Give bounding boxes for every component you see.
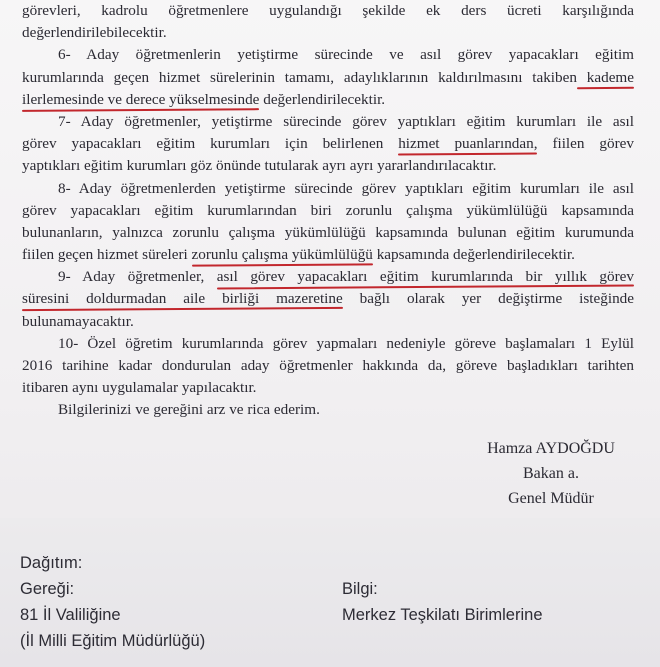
distribution-bilgi-column	[342, 576, 543, 628]
paragraph-9-line-1: 9- Aday öğretmenler, asıl görev yapacakları eğitim kurumlarında bir yıllık görev	[58, 268, 634, 286]
paragraph-6-line-3: ilerlemesinde ve derece yükselmesinde değerlendirilecektir.	[22, 90, 386, 108]
underline-hizmet-puani: hizmet puanlarından,	[398, 135, 538, 153]
distribution-section	[0, 518, 660, 667]
underline-zorunlu-calisma: zorunlu çalışma yükümlülüğü	[191, 246, 373, 264]
underline-derece: ilerlemesinde ve derece yükselmesinde	[22, 90, 260, 108]
gereg-label: Gereği:	[20, 580, 75, 598]
signer-name: Hamza AYDOĞDU	[487, 440, 615, 457]
paragraph-10-line-3: itibaren aynı uygulamalar yapılacaktır.	[22, 379, 257, 397]
distribution-gereg-column	[20, 550, 205, 654]
bilgi-label: Bilgi:	[342, 580, 378, 598]
gereg-recipient-detail: (İl Milli Eğitim Müdürlüğü)	[20, 632, 206, 650]
paragraph-8-line-2: görev yapacakları eğitim kurumlarından biri zorunlu çalışma yükümlülüğü kapsamında	[22, 201, 634, 219]
paragraph-7-line-2: görev yapacakları eğitim kurumları için belirlenen hizmet puanlarından, fiilen görev	[22, 135, 634, 153]
paragraph-8-line-4: fiilen geçen hizmet süreleri zorunlu çalışma yükümlülüğü kapsamında değerlendirilecektir.	[22, 246, 575, 264]
paragraph-10-line-1: 10- Özel öğretim kurumlarında görev yapmaları nedeniyle göreve başlamaları 1 Eylül	[58, 334, 634, 352]
document-body	[22, 0, 634, 422]
underline-aile-birligi: süresini doldurmadan aile birliği mazeretine	[22, 290, 343, 308]
signer-title-1: Bakan a.	[523, 465, 579, 482]
gereg-recipient: 81 İl Valiliğine	[20, 606, 121, 624]
paragraph-6-line-2: kurumlarında geçen hizmet sürelerinin tamamı, adaylıklarının kaldırılmasını takiben kademe	[22, 68, 634, 86]
paragraph-6-line-1: 6- Aday öğretmenlerin yetiştirme sürecinde ve asıl görev yapacakları eğitim	[58, 46, 634, 64]
bilgi-recipient: Merkez Teşkilatı Birimlerine	[342, 606, 543, 624]
paragraph-7-line-3: yaptıkları eğitim kurumları göz önünde tutularak ayrı ayrı yararlandırılacaktır.	[22, 157, 497, 175]
closing-line: Bilgilerinizi ve gereğini arz ve rica ederim.	[58, 401, 320, 419]
paragraph-7-line-1: 7- Aday öğretmenler, yetiştirme sürecinde görev yaptıkları eğitim kurumları ile asıl	[58, 112, 634, 130]
underline-asil-gorev: asıl görev yapacakları eğitim kurumlarında bir yıllık görev	[216, 268, 634, 286]
signature-block	[466, 436, 636, 511]
paragraph-8-line-3: bulunanların, yalnızca zorunlu çalışma yükümlülüğü kapsamında bulunan eğitim kurumunda	[22, 223, 634, 241]
paragraph-5-end: değerlendirilebilecektir.	[22, 24, 167, 42]
paragraph-9-line-3: bulunamayacaktır.	[22, 312, 134, 330]
signer-title-2: Genel Müdür	[508, 490, 594, 507]
distribution-heading: Dağıtım:	[20, 554, 83, 572]
paragraph-10-line-2: 2016 tarihine kadar dondurulan aday öğretmenler hakkında da, göreve başladıkları tarihten	[22, 357, 634, 374]
paragraph-5-line: görevleri, kadrolu öğretmenlere uygulandığı şekilde ek ders ücreti karşılığında	[22, 2, 634, 19]
underline-kademe: kademe	[576, 68, 634, 86]
paragraph-9-line-2: süresini doldurmadan aile birliği mazeretine bağlı olarak yer değiştirme isteğinde	[22, 290, 634, 308]
paragraph-8-line-1: 8- Aday öğretmenlerden yetiştirme sürecinde görev yaptıkları eğitim kurumları ile asıl	[58, 179, 634, 197]
